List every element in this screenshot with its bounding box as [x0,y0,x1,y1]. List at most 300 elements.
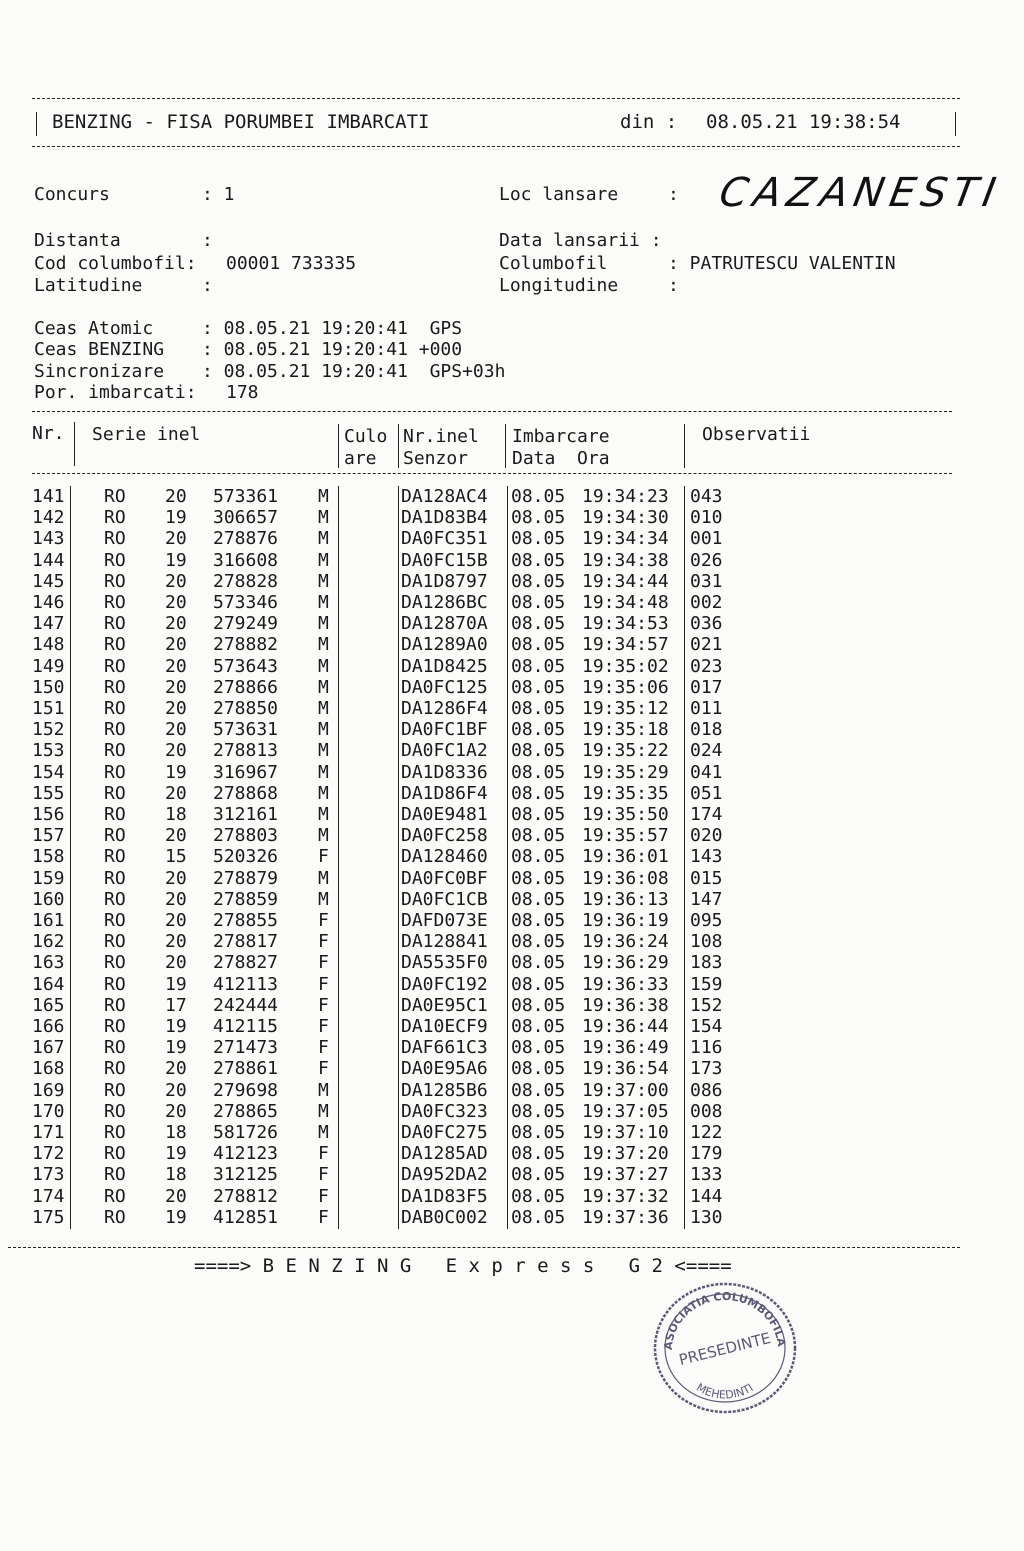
observation: 133 [690,1164,723,1186]
observation: 143 [690,846,723,868]
row-divider [507,613,508,635]
ring-number: 316967 [213,761,279,783]
sensor-ring: DA1286F4 [401,698,488,719]
table-row [0,613,1024,634]
sensor-ring: DA0FC0BF [401,867,488,889]
table-row [0,528,1024,549]
country-code: RO [104,549,126,571]
sex: F [318,994,329,1016]
observation: 026 [690,549,723,571]
row-divider [507,634,508,656]
boarding-date: 08.05 [511,804,566,825]
row-divider [398,613,399,635]
sensor-ring: DA0FC15B [401,549,488,571]
boarding-date: 08.05 [511,1037,566,1059]
country-code: RO [104,528,126,550]
row-divider [684,825,685,847]
row-divider [338,1207,339,1229]
row-divider [507,656,508,678]
country-code: RO [104,655,126,677]
row-number: 144 [32,549,65,571]
observation: 116 [690,1037,723,1059]
boarding-date: 08.05 [511,846,566,868]
country-code: RO [104,761,126,783]
sensor-ring: DAB0C002 [401,1206,488,1228]
sex: M [318,804,329,825]
row-number: 173 [32,1164,65,1186]
sex: F [318,1185,329,1207]
ring-number: 278866 [213,676,279,698]
sensor-ring: DA1285B6 [401,1079,488,1101]
row-divider [507,1186,508,1208]
ring-number: 573643 [213,655,279,677]
table-row [0,762,1024,783]
boarding-date: 08.05 [511,1100,566,1122]
ring-number: 278865 [213,1100,279,1122]
boarding-date: 08.05 [511,570,566,592]
row-divider [398,550,399,572]
row-divider [338,613,339,635]
row-divider [70,1080,71,1102]
table-row [0,931,1024,952]
boarding-date: 08.05 [511,549,566,571]
row-number: 174 [32,1185,65,1207]
row-number: 154 [32,761,65,783]
row-divider [684,1037,685,1059]
observation: 043 [690,486,723,507]
country-code: RO [104,634,126,656]
observation: 159 [690,973,723,995]
country-code: RO [104,867,126,889]
country-code: RO [104,888,126,910]
ceas-atomic-value: : 08.05.21 19:20:41 GPS [202,318,463,339]
row-divider [70,550,71,572]
row-number: 146 [32,592,65,613]
row-divider [70,1207,71,1229]
ring-year: 20 [165,676,187,698]
country-code: RO [104,952,126,974]
boarding-time: 19:37:00 [582,1079,669,1101]
sensor-ring: DA0FC275 [401,1122,488,1143]
row-divider [338,762,339,784]
row-divider [70,656,71,678]
ring-year: 20 [165,867,187,889]
sex: F [318,1206,329,1228]
sex: F [318,1058,329,1080]
country-code: RO [104,846,126,868]
observation: 023 [690,655,723,677]
table-row [0,1037,1024,1058]
col-header-observatii: Observatii [702,424,811,445]
boarding-date: 08.05 [511,634,566,656]
ring-year: 18 [165,804,187,825]
row-divider [338,507,339,529]
sensor-ring: DA1286BC [401,592,488,613]
stamp-center-text: PRESEDINTE [677,1328,773,1370]
table-row [0,1016,1024,1037]
observation: 018 [690,719,723,741]
data-lansarii-label: Data lansarii : [499,230,662,251]
observation: 021 [690,634,723,656]
row-divider [684,1058,685,1080]
cod-columbofil-value: 00001 733335 [226,253,357,274]
row-number: 151 [32,698,65,719]
ring-year: 20 [165,1185,187,1207]
boarding-time: 19:34:48 [582,592,669,613]
row-divider [338,1122,339,1144]
row-divider [684,1164,685,1186]
sex: M [318,888,329,910]
footer-text: ====> B E N Z I N G E x p r e s s G 2 <==== [194,1255,732,1277]
col-header-nr: Nr. [32,423,65,444]
row-number: 171 [32,1122,65,1143]
row-divider [338,910,339,932]
observation: 010 [690,507,723,529]
ring-year: 19 [165,549,187,571]
sex: M [318,507,329,529]
sex: M [318,1100,329,1122]
sex: M [318,613,329,635]
country-code: RO [104,719,126,741]
boarding-date: 08.05 [511,825,566,847]
ring-number: 278828 [213,570,279,592]
boarding-date: 08.05 [511,507,566,529]
row-divider [398,1207,399,1229]
row-divider [684,1143,685,1165]
row-divider [338,1164,339,1186]
table-row [0,825,1024,846]
longitudine-value: : [668,275,679,296]
observation: 051 [690,782,723,804]
boarding-date: 08.05 [511,740,566,762]
country-code: RO [104,1185,126,1207]
sensor-ring: DA1D86F4 [401,782,488,804]
row-divider [507,1080,508,1102]
ring-number: 573361 [213,486,279,507]
observation: 008 [690,1100,723,1122]
ring-year: 20 [165,1079,187,1101]
sensor-ring: DA0E95A6 [401,1058,488,1080]
boarding-time: 19:36:08 [582,867,669,889]
boarding-time: 19:36:13 [582,888,669,910]
row-divider [338,486,339,508]
observation: 122 [690,1122,723,1143]
row-number: 166 [32,1016,65,1037]
sensor-ring: DA1285AD [401,1143,488,1165]
row-divider [338,1080,339,1102]
cod-columbofil-label: Cod columbofil: [34,253,197,274]
ring-number: 278813 [213,740,279,762]
row-divider [398,931,399,953]
table-row [0,804,1024,825]
row-divider [684,974,685,996]
row-number: 155 [32,782,65,804]
ring-year: 20 [165,613,187,635]
sex: F [318,1164,329,1186]
boarding-time: 19:36:29 [582,952,669,974]
row-divider [507,486,508,508]
row-divider [684,634,685,656]
por-imbarcati-label: Por. imbarcati: [34,382,197,403]
row-number: 158 [32,846,65,868]
observation: 147 [690,888,723,910]
boarding-time: 19:37:10 [582,1122,669,1143]
sensor-ring: DA0E9481 [401,804,488,825]
row-divider [398,1122,399,1144]
table-row [0,677,1024,698]
row-divider [507,974,508,996]
row-divider [684,677,685,699]
row-divider [398,1186,399,1208]
boarding-date: 08.05 [511,698,566,719]
table-row [0,868,1024,889]
row-divider [684,783,685,805]
col-header-imbarcare: Imbarcare [512,426,610,447]
col-header-senzor: Senzor [403,448,469,469]
row-number: 165 [32,994,65,1016]
ring-number: 278812 [213,1185,279,1207]
row-divider [398,974,399,996]
row-number: 161 [32,910,65,931]
ceas-benzing-label: Ceas BENZING [34,339,165,360]
boarding-date: 08.05 [511,1016,566,1037]
row-number: 147 [32,613,65,635]
boarding-date: 08.05 [511,1122,566,1143]
row-divider [684,952,685,974]
row-number: 162 [32,931,65,953]
row-divider [338,995,339,1017]
row-number: 172 [32,1143,65,1165]
ring-year: 19 [165,1016,187,1037]
row-divider [507,762,508,784]
ring-number: 271473 [213,1037,279,1059]
longitudine-label: Longitudine [499,275,619,296]
table-row [0,910,1024,931]
boarding-date: 08.05 [511,592,566,613]
sex: F [318,952,329,974]
ring-number: 278850 [213,698,279,719]
row-divider [70,698,71,720]
country-code: RO [104,825,126,847]
row-divider [70,825,71,847]
country-code: RO [104,804,126,825]
distanta-label: Distanta [34,230,121,251]
header-title: BENZING - FISA PORUMBEI IMBARCATI [52,111,430,133]
row-divider [398,804,399,826]
latitudine-label: Latitudine [34,275,143,296]
row-divider [684,804,685,826]
ring-year: 19 [165,1206,187,1228]
row-divider [684,528,685,550]
observation: 011 [690,698,723,719]
row-divider [684,1080,685,1102]
table-row [0,783,1024,804]
boarding-date: 08.05 [511,867,566,889]
row-divider [684,550,685,572]
row-number: 141 [32,486,65,507]
country-code: RO [104,1143,126,1165]
ring-number: 242444 [213,994,279,1016]
row-divider [398,868,399,890]
row-divider [338,740,339,762]
row-divider [398,783,399,805]
sex: M [318,634,329,656]
row-divider [338,1058,339,1080]
row-divider [684,995,685,1017]
sensor-ring: DA0FC351 [401,528,488,550]
sex: M [318,549,329,571]
row-divider [507,783,508,805]
concurs-value: : 1 [202,184,235,205]
country-code: RO [104,507,126,529]
row-divider [507,1058,508,1080]
row-divider [338,592,339,614]
boarding-date: 08.05 [511,676,566,698]
boarding-time: 19:35:02 [582,655,669,677]
table-row [0,507,1024,528]
row-divider [70,719,71,741]
row-divider [398,571,399,593]
row-divider [507,825,508,847]
row-divider [507,571,508,593]
sensor-ring: DA1D83F5 [401,1185,488,1207]
observation: 001 [690,528,723,550]
country-code: RO [104,782,126,804]
ring-number: 412113 [213,973,279,995]
sex: M [318,761,329,783]
ring-number: 278876 [213,528,279,550]
country-code: RO [104,613,126,635]
row-divider [338,931,339,953]
row-divider [70,486,71,508]
row-divider [398,740,399,762]
row-divider [398,486,399,508]
country-code: RO [104,910,126,931]
boarding-time: 19:35:50 [582,804,669,825]
row-divider [507,846,508,868]
ring-number: 312161 [213,804,279,825]
table-row [0,1207,1024,1228]
country-code: RO [104,592,126,613]
boarding-time: 19:34:23 [582,486,669,507]
ring-year: 20 [165,634,187,656]
row-divider [684,507,685,529]
row-divider [398,592,399,614]
ring-number: 581726 [213,1122,279,1143]
boarding-date: 08.05 [511,719,566,741]
boarding-date: 08.05 [511,973,566,995]
sensor-ring: DA128AC4 [401,486,488,507]
boarding-date: 08.05 [511,910,566,931]
row-divider [507,719,508,741]
sensor-ring: DA1D8336 [401,761,488,783]
row-divider [507,507,508,529]
col-header-nrinel: Nr.inel [403,426,479,447]
sensor-ring: DA0FC258 [401,825,488,847]
table-row [0,846,1024,867]
sensor-ring: DA0FC192 [401,973,488,995]
boarding-date: 08.05 [511,486,566,507]
row-divider [338,889,339,911]
loc-lansare-handwritten: CAZANESTI [715,170,1005,216]
row-number: 169 [32,1079,65,1101]
por-imbarcati-value: 178 [226,382,259,403]
ring-year: 20 [165,1058,187,1080]
row-divider [684,571,685,593]
sex: F [318,931,329,953]
sensor-ring: DA0FC1A2 [401,740,488,762]
sensor-ring: DAFD073E [401,910,488,931]
boarding-time: 19:36:49 [582,1037,669,1059]
ring-number: 316608 [213,549,279,571]
row-divider [684,846,685,868]
row-divider [398,528,399,550]
row-divider [338,698,339,720]
row-number: 153 [32,740,65,762]
table-row [0,571,1024,592]
row-divider [398,1101,399,1123]
header-din-value: 08.05.21 19:38:54 [706,111,901,133]
row-divider [684,740,685,762]
boarding-time: 19:34:44 [582,570,669,592]
loc-lansare-label: Loc lansare [499,184,619,205]
row-divider [398,762,399,784]
row-divider [684,698,685,720]
boarding-time: 19:36:01 [582,846,669,868]
sex: M [318,719,329,741]
table-row [0,698,1024,719]
boarding-date: 08.05 [511,1143,566,1165]
country-code: RO [104,740,126,762]
sex: M [318,740,329,762]
row-divider [398,889,399,911]
row-divider [684,1186,685,1208]
ring-year: 19 [165,1037,187,1059]
table-row [0,974,1024,995]
country-code: RO [104,1164,126,1186]
row-divider [398,952,399,974]
observation: 183 [690,952,723,974]
row-divider [684,931,685,953]
table-row [0,740,1024,761]
ring-year: 20 [165,952,187,974]
boarding-date: 08.05 [511,528,566,550]
ring-year: 20 [165,740,187,762]
observation: 041 [690,761,723,783]
row-divider [507,931,508,953]
ring-number: 573346 [213,592,279,613]
row-divider [398,1164,399,1186]
row-divider [338,868,339,890]
ring-number: 573631 [213,719,279,741]
observation: 179 [690,1143,723,1165]
observation: 020 [690,825,723,847]
sensor-ring: DA1D8797 [401,570,488,592]
row-number: 170 [32,1100,65,1122]
sex: M [318,782,329,804]
row-divider [684,762,685,784]
country-code: RO [104,973,126,995]
row-divider [684,719,685,741]
row-number: 150 [32,676,65,698]
row-number: 143 [32,528,65,550]
observation: 015 [690,867,723,889]
row-divider [70,507,71,529]
observation: 152 [690,994,723,1016]
table-row [0,995,1024,1016]
sensor-ring: DA1D8425 [401,655,488,677]
sincronizare-label: Sincronizare [34,361,165,382]
